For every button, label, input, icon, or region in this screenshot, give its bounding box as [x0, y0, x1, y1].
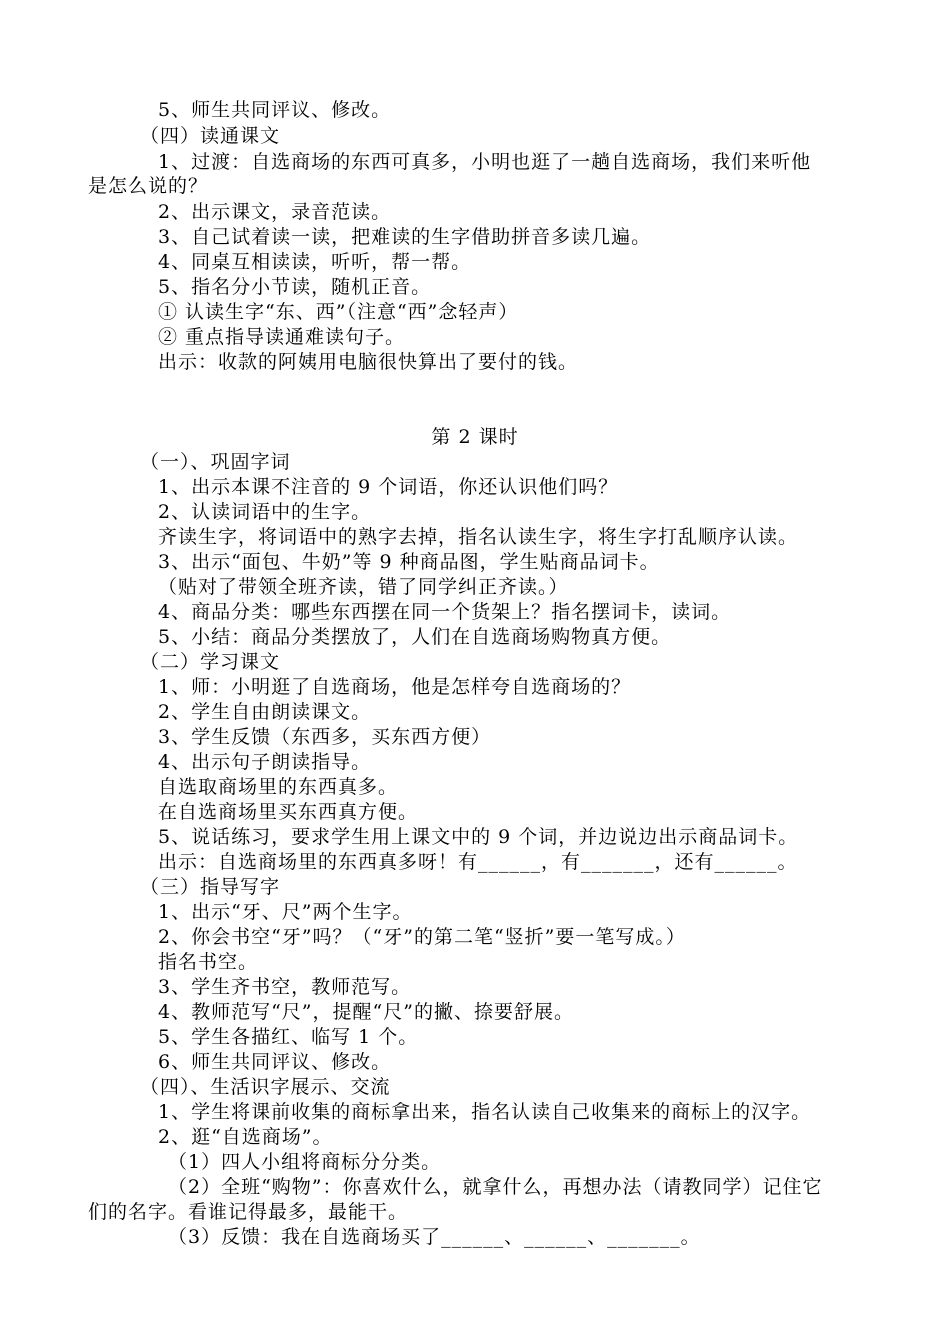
- text-line: （2）全班“购物”：你喜欢什么，就拿什么，再想办法（请教同学）记住它: [168, 1176, 823, 1198]
- text-line: 2、认读词语中的生字。: [158, 501, 372, 523]
- text-line: 3、学生反馈（东西多，买东西方便）: [158, 726, 492, 748]
- text-line: 指名书空。: [158, 951, 259, 973]
- text-line: 自选取商场里的东西真多。: [158, 776, 399, 798]
- text-line: 出示：自选商场里的东西真多呀！有______，有_______，还有______。: [158, 851, 798, 873]
- text-line: 1、出示“牙、尺”两个生字。: [158, 901, 413, 923]
- text-line: （贴对了带领全班齐读，错了同学纠正齐读。）: [158, 576, 569, 598]
- text-line: 4、出示句子朗读指导。: [158, 751, 372, 773]
- text-line: （3）反馈：我在自选商场买了______、______、_______。: [168, 1226, 701, 1248]
- section-heading: （二）学习课文: [140, 651, 281, 673]
- text-line: 1、过渡：自选商场的东西可真多，小明也逛了一趟自选商场，我们来听他: [158, 151, 812, 173]
- text-line: 3、出示“面包、牛奶”等 9 种商品图，学生贴商品词卡。: [158, 551, 660, 573]
- text-line: 2、你会书空“牙”吗？（“牙”的第二笔“竖折”要一笔写成。）: [158, 926, 686, 948]
- text-line: 1、师：小明逛了自选商场，他是怎样夸自选商场的？: [158, 676, 632, 698]
- text-line: （1）四人小组将商标分分类。: [168, 1151, 442, 1173]
- text-line: 出示：收款的阿姨用电脑很快算出了要付的钱。: [158, 351, 579, 373]
- text-line: 1、学生将课前收集的商标拿出来，指名认读自己收集来的商标上的汉字。: [158, 1101, 812, 1123]
- text-line: 齐读生字，将词语中的熟字去掉，指名认读生字，将生字打乱顺序认读。: [158, 526, 799, 548]
- section-heading: （四）读通课文: [140, 125, 281, 147]
- text-line: 们的名字。看谁记得最多，最能干。: [88, 1201, 409, 1223]
- lesson-title: 第 2 课时: [431, 426, 519, 448]
- text-line: 3、学生齐书空，教师范写。: [158, 976, 412, 998]
- text-line: 4、商品分类：哪些东西摆在同一个货架上？指名摆词卡，读词。: [158, 601, 732, 623]
- text-line: 在自选商场里买东西真方便。: [158, 801, 419, 823]
- text-line: 5、学生各描红、临写 1 个。: [158, 1026, 419, 1048]
- text-line: 2、学生自由朗读课文。: [158, 701, 372, 723]
- text-line: 6、师生共同评议、修改。: [158, 1051, 392, 1073]
- text-line: 3、自己试着读一读，把难读的生字借助拼音多读几遍。: [158, 226, 652, 248]
- section-heading: （一）、巩固字词: [140, 451, 291, 473]
- text-line: 是怎么说的？: [88, 175, 209, 197]
- text-line: ① 认读生字“东、西”（注意“西”念轻声）: [158, 301, 519, 323]
- text-line: 2、逛“自选商场”。: [158, 1126, 333, 1148]
- section-heading: （四）、生活识字展示、交流: [140, 1076, 391, 1098]
- text-line: 2、出示课文，录音范读。: [158, 201, 392, 223]
- text-line: 5、小结：商品分类摆放了，人们在自选商场购物真方便。: [158, 626, 672, 648]
- section-heading: （三）指导写字: [140, 876, 281, 898]
- text-line: 1、出示本课不注音的 9 个词语，你还认识他们吗？: [158, 476, 619, 498]
- text-line: ② 重点指导读通难读句子。: [158, 326, 406, 348]
- text-line: 5、指名分小节读，随机正音。: [158, 276, 432, 298]
- text-line: 4、同桌互相读读，听听，帮一帮。: [158, 251, 472, 273]
- text-line: 5、师生共同评议、修改。: [158, 99, 392, 121]
- text-line: 5、说话练习，要求学生用上课文中的 9 个词，并边说边出示商品词卡。: [158, 826, 799, 848]
- text-line: 4、教师范写“尺”，提醒“尺”的撇、捺要舒展。: [158, 1001, 574, 1023]
